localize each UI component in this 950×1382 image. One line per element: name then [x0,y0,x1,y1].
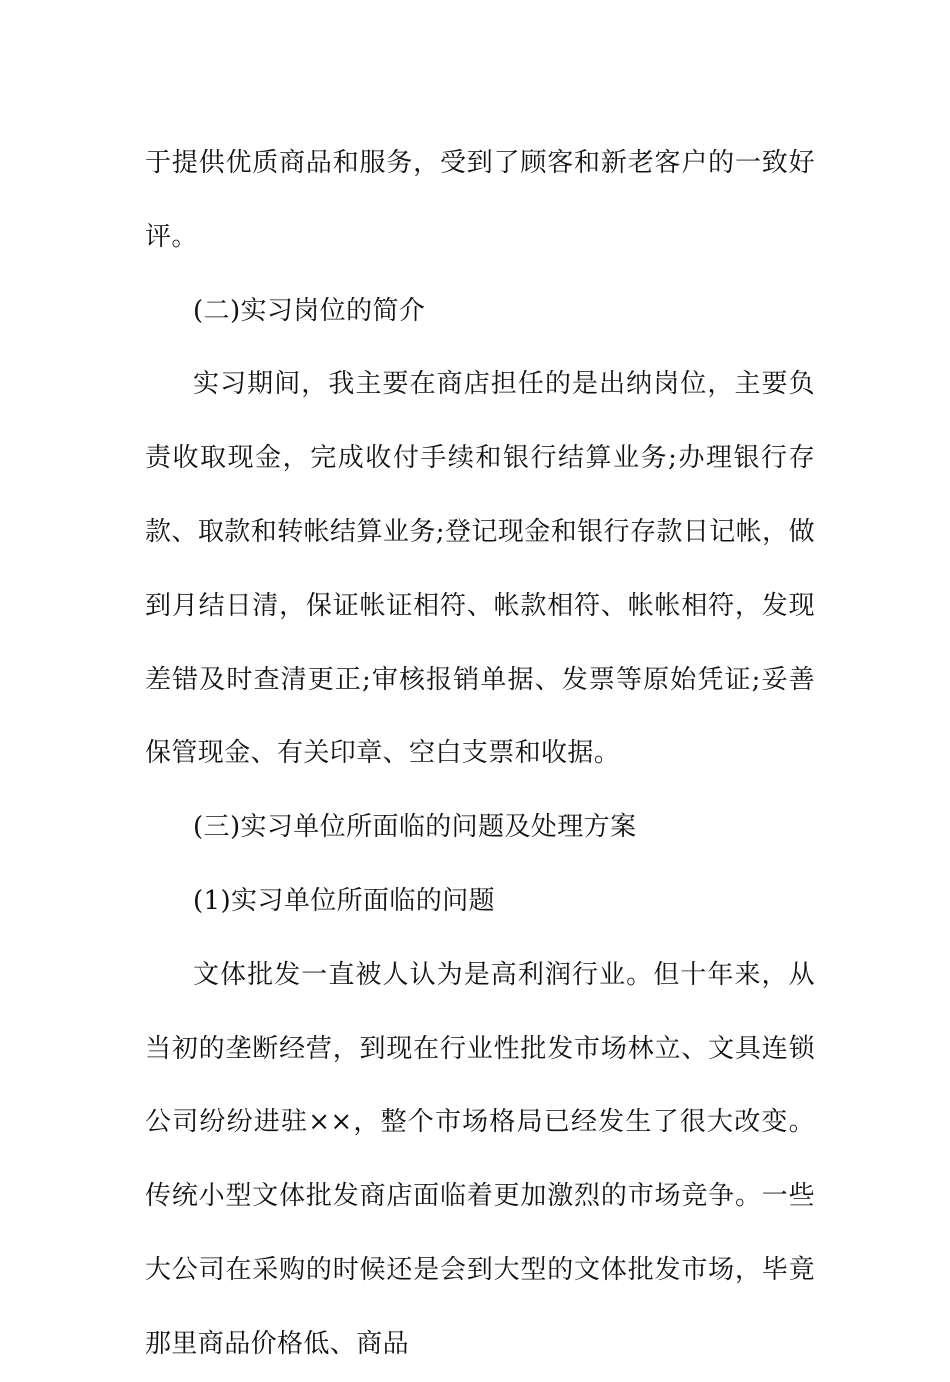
section-heading-job-intro: (二)实习岗位的简介 [193,295,426,326]
paragraph-job-duties: 实习期间，我主要在商店担任的是出纳岗位，主要负责收取现金，完成收付手续和银行结算业务;办理银行存款、取款和转帐结算业务;登记现金和银行存款日记帐，做到月结日清，保证帐证相符、帐款相符、帐帐相符，发现差错及时查清更正;审核报销单据、发票等原始凭证;妥善保管现金、有关印章、空白支票和收据。 [145,369,815,769]
subsection-heading-problems: (1)实习单位所面临的问题 [193,885,496,916]
document-body [145,127,815,1382]
paragraph-market-analysis: 文体批发一直被人认为是高利润行业。但十年来，从当初的垄断经营，到现在行业性批发市场林立、文具连锁公司纷纷进驻××，整个市场格局已经发生了很大改变。传统小型文体批发商店面临着更加激烈的市场竞争。一些大公司在采购的时候还是会到大型的文体批发市场，毕竟那里商品价格低、商品 [145,959,815,1359]
section-heading-problems-solutions: (三)实习单位所面临的问题及处理方案 [193,812,637,843]
paragraph-continuation: 于提供优质商品和服务，受到了顾客和新老客户的一致好评。 [145,148,815,252]
